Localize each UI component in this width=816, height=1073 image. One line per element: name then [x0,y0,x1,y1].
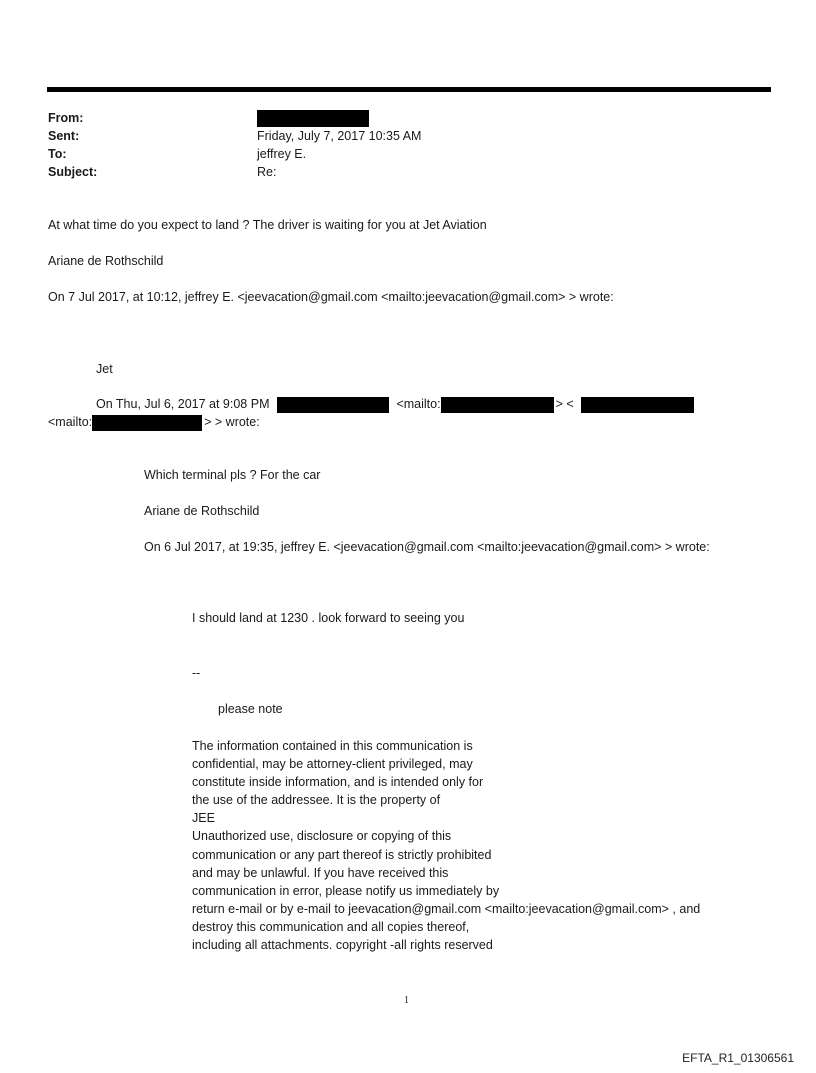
subject-label: Subject: [48,165,98,179]
signature-2: Ariane de Rothschild [144,504,260,518]
mailto-redaction-2 [92,415,202,431]
disclaimer-line: and may be unlawful. If you have received this [192,865,449,880]
from-redaction [257,110,369,127]
quote2-mailto: <mailto: [396,397,441,411]
disclaimer-line: JEE [192,811,215,826]
disclaimer-line: constitute inside information, and is intended only for [192,775,484,790]
from-value [257,109,369,127]
disclaimer-line: Unauthorized use, disclosure or copying of this [192,829,452,844]
to-value: jeffrey E. [257,147,307,161]
subject-value: Re: [257,165,277,179]
quote2-close: > < [555,397,574,411]
disclaimer-line: The information contained in this communication is [192,739,473,753]
quote3-intro: On 6 Jul 2017, at 19:35, jeffrey E. <jeevacation@gmail.com <mailto:jeevacation@gmail.com> > wrote: [144,540,710,554]
disclaimer [192,737,700,954]
signature-1: Ariane de Rothschild [48,254,164,268]
quote2-line2-start: <mailto: [48,415,93,429]
reply-jet: Jet [96,362,113,376]
to-label: To: [48,147,67,161]
sender-redaction [277,397,389,413]
quote2-line2-end: > > wrote: [204,415,260,429]
which-terminal: Which terminal pls ? For the car [144,468,321,482]
disclaimer-line: confidential, may be attorney-client privileged, may [192,757,473,772]
sent-value: Friday, July 7, 2017 10:35 AM [257,129,422,143]
document-id: EFTA_R1_01306561 [682,1051,794,1065]
signature-dashes: -- [192,666,201,680]
disclaimer-line: communication in error, please notify us immediately by [192,883,500,898]
body-line-1: At what time do you expect to land ? The driver is waiting for you at Jet Aviation [48,218,487,232]
disclaimer-line: return e-mail or by e-mail to jeevacation@gmail.com <mailto:jeevacation@gmail.com> , and [192,901,701,916]
address-redaction [581,397,694,413]
please-note: please note [218,702,283,716]
header-rule [47,87,771,92]
disclaimer-line: including all attachments. copyright -all rights reserved [192,938,493,953]
disclaimer-line: destroy this communication and all copies thereof, [192,919,470,934]
quote2-intro-text: On Thu, Jul 6, 2017 at 9:08 PM [96,397,270,411]
quote2-intro-line1 [96,396,694,413]
page-number: 1 [404,995,409,1006]
sent-label: Sent: [48,129,80,143]
land-line: I should land at 1230 . look forward to seeing you [192,611,465,625]
quote2-intro-line2 [48,414,260,431]
from-label: From: [48,111,84,125]
disclaimer-line: communication or any part thereof is strictly prohibited [192,847,492,862]
quote1-intro: On 7 Jul 2017, at 10:12, jeffrey E. <jeevacation@gmail.com <mailto:jeevacation@gmail.com> > wrote: [48,290,614,304]
disclaimer-line: the use of the addressee. It is the property of [192,793,441,808]
mailto-redaction-1 [441,397,554,413]
